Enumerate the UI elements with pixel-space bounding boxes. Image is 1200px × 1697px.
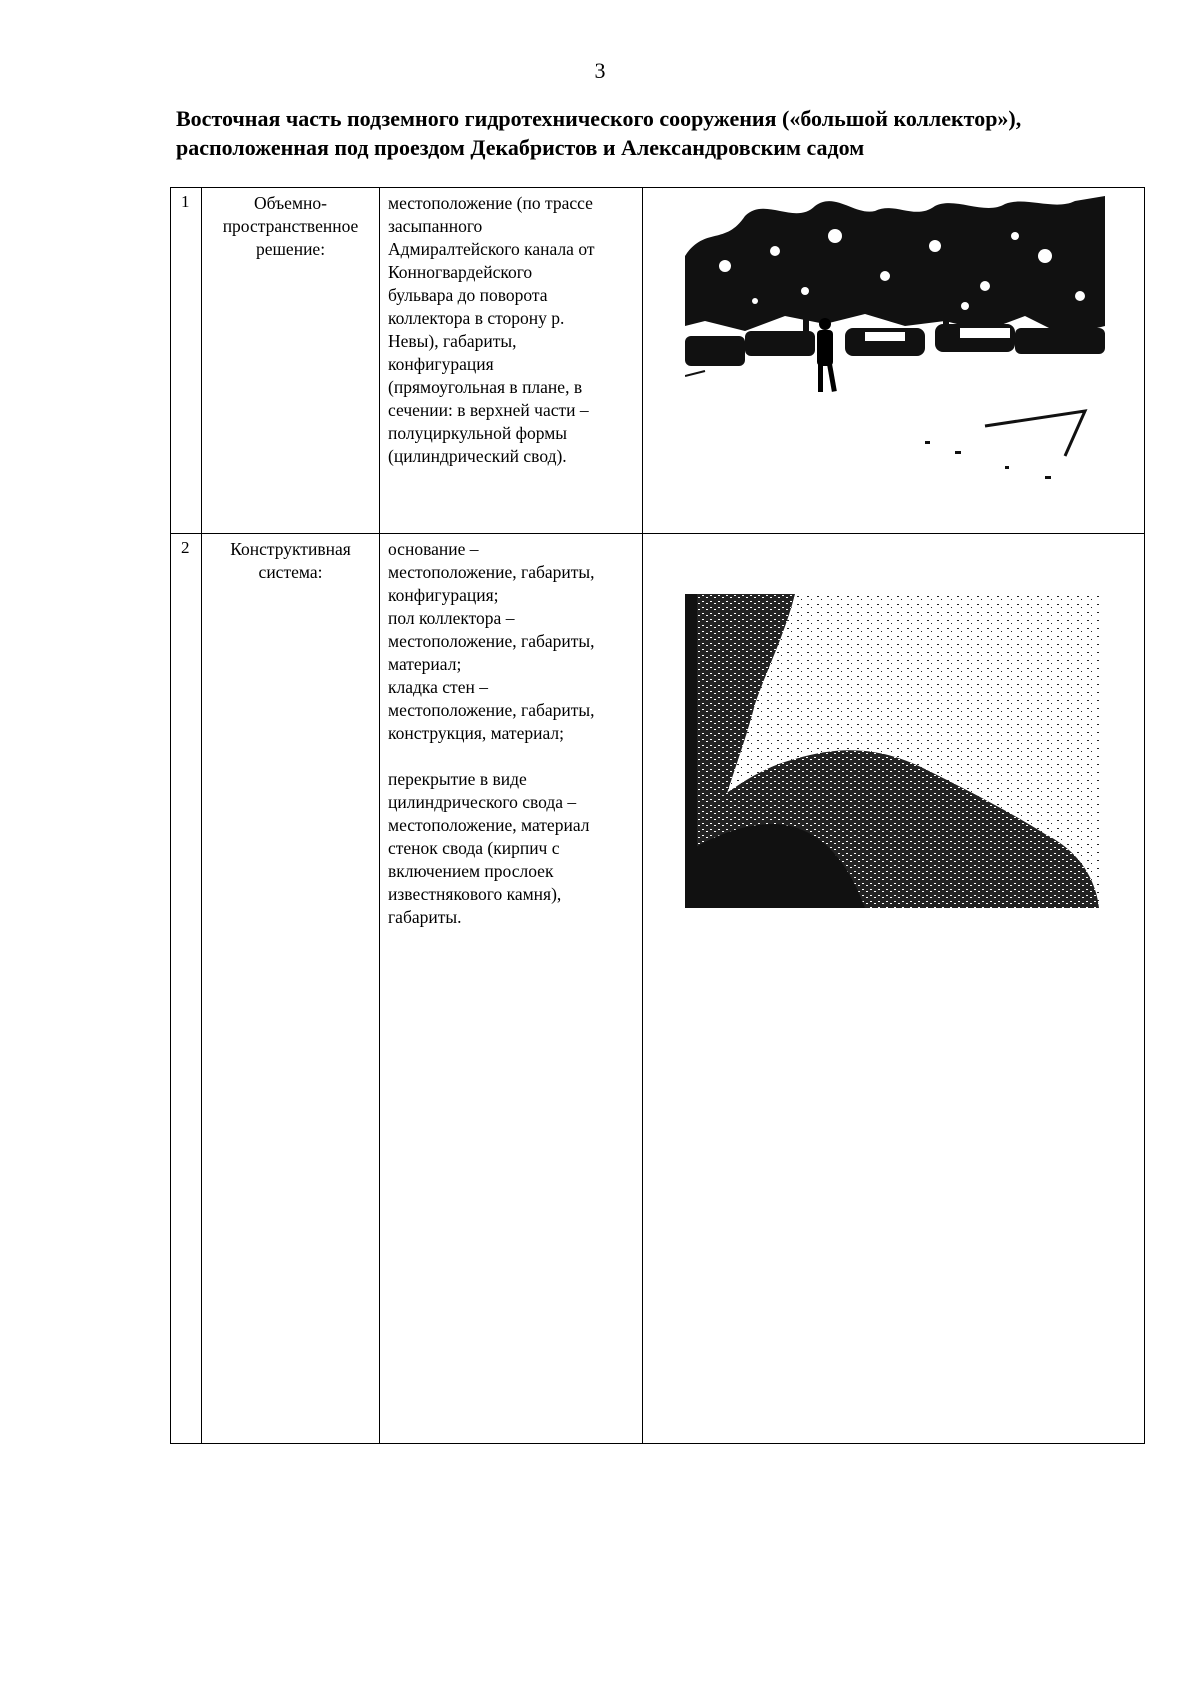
- photo-cell: [643, 534, 1145, 1444]
- heading-line-2: расположенная под проездом Декабристов и Александровским садом: [176, 135, 865, 160]
- page-number: 3: [594, 58, 606, 83]
- row-description: основание – местоположение, габариты, конфигурация; пол коллектора – местоположение, габариты, материал; кладка стен – местоположение, габариты, конструкция, материал; перекрытие в виде цилиндрического свода – местоположение, материал стенок свода (кирпич с включением прослоек известнякового камня), габариты.: [380, 534, 643, 1444]
- masonry-photo: [685, 594, 1099, 908]
- table-row: [171, 534, 1145, 1444]
- objects-table: [170, 187, 1145, 1444]
- row-title: Объемно- пространственное решение:: [202, 188, 380, 534]
- row-description: местоположение (по трассе засыпанного Адмиралтейского канала от Конногвардейского бульвара до поворота коллектора в сторону р. Невы), габариты, конфигурация (прямоугольная в плане, в сечении: в верхней части – полуциркульной формы (цилиндрический свод).: [380, 188, 643, 534]
- street-photo: [685, 196, 1105, 496]
- heading-line-1: Восточная часть подземного гидротехнического сооружения («большой коллектор»),: [176, 106, 1022, 131]
- photo-cell: [643, 188, 1145, 534]
- row-number: 2: [171, 534, 202, 1444]
- table-row: [171, 188, 1145, 534]
- row-number: 1: [171, 188, 202, 534]
- document-heading: [176, 104, 1136, 162]
- row-title: Конструктивная система:: [202, 534, 380, 1444]
